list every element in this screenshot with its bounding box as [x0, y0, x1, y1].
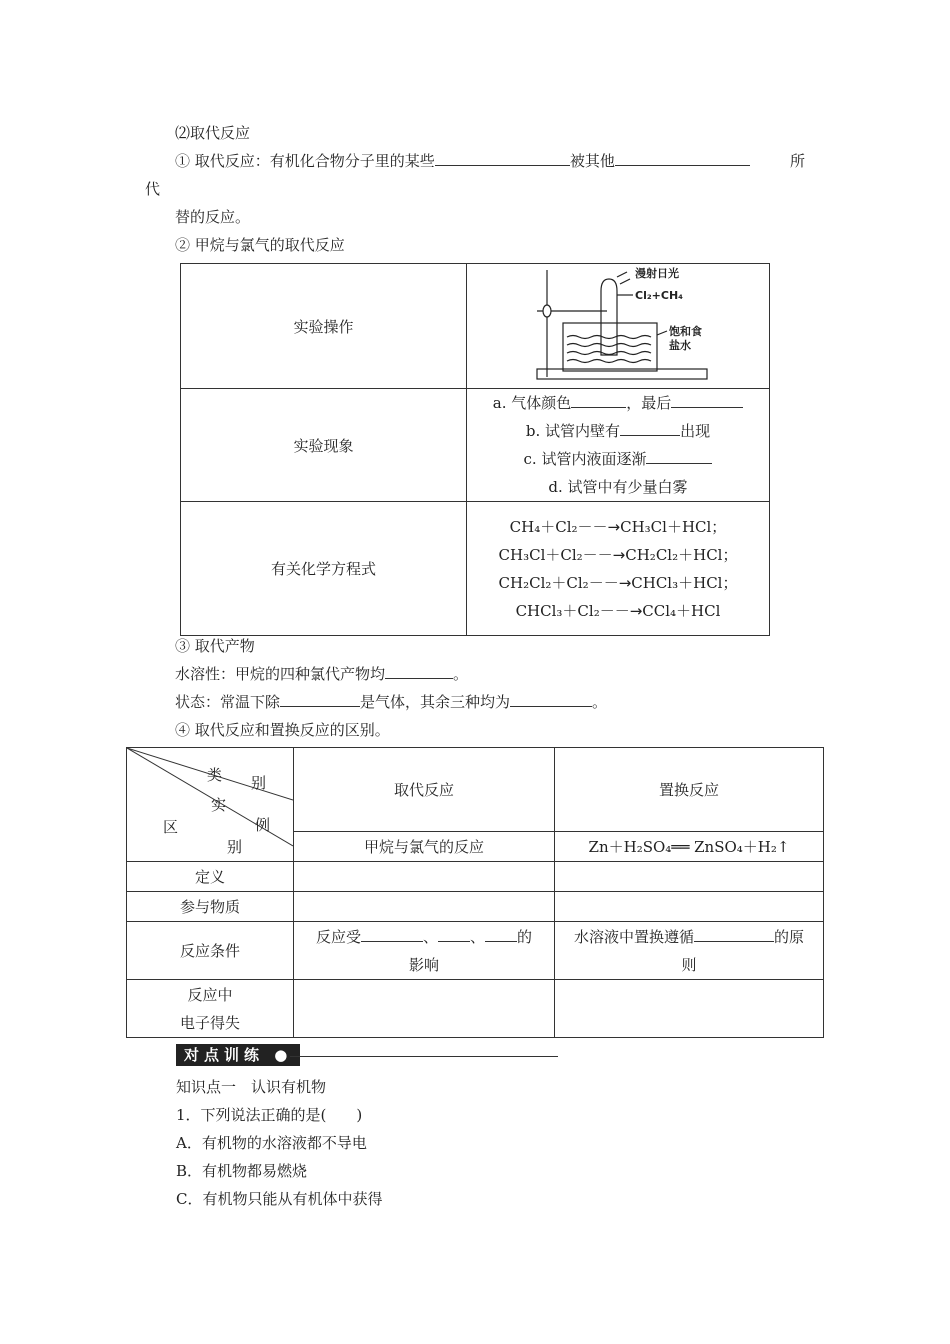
- blank-field[interactable]: [361, 927, 423, 942]
- option-c[interactable]: C．有机物只能从有机体中获得: [176, 1190, 383, 1208]
- corner-bie-2: 别: [227, 838, 243, 856]
- blank-field[interactable]: [571, 393, 626, 408]
- definition-number: ①: [175, 152, 191, 170]
- label-diffuse-light: 漫射日光: [635, 267, 679, 280]
- row-conditions: 反应条件: [127, 922, 294, 980]
- corner-header: [127, 748, 294, 862]
- equation-3: CH₂Cl₂＋Cl₂－－→CHCl₃＋HCl；: [498, 573, 738, 592]
- equation-2: CH₃Cl＋Cl₂－－→CH₂Cl₂＋HCl；: [498, 545, 738, 564]
- blank-field[interactable]: [485, 927, 517, 942]
- blank-field[interactable]: [435, 151, 570, 166]
- definition-part-e: 替的反应。: [175, 208, 251, 226]
- definition-part-d: 代: [145, 180, 161, 198]
- row-electron-transfer: 反应中 电子得失: [127, 980, 294, 1038]
- observation-a: a. 气体颜色 ，最后: [467, 389, 769, 417]
- difference-heading: ④ 取代反应和置换反应的区别。: [175, 721, 390, 739]
- cell-answer[interactable]: [294, 892, 555, 922]
- column-substitution: 取代反应: [294, 748, 555, 832]
- blank-field[interactable]: [385, 664, 453, 679]
- phenomena-cell: [467, 389, 770, 502]
- observation-b: b. 试管内壁有 出现: [525, 422, 711, 440]
- option-b[interactable]: B．有机物都易燃烧: [176, 1162, 308, 1180]
- training-banner: [176, 1044, 300, 1066]
- corner-li: 例: [255, 816, 271, 834]
- corner-lei: 类: [207, 766, 223, 784]
- solubility-line: 水溶性：甲烷的四种氯代产物均 。: [175, 665, 469, 683]
- row-label-operation: 实验操作: [181, 264, 467, 389]
- option-a[interactable]: A．有机物的水溶液都不导电: [176, 1134, 367, 1152]
- row-definition: 定义: [127, 862, 294, 892]
- observation-c: c. 试管内液面逐渐: [467, 445, 769, 473]
- blank-field[interactable]: [694, 927, 774, 942]
- corner-qu: 区: [163, 818, 179, 836]
- example-replacement: Zn＋H₂SO₄══ ZnSO₄＋H₂↑: [555, 832, 824, 862]
- cell-answer[interactable]: [555, 862, 824, 892]
- comparison-table: [126, 747, 824, 1038]
- question-1: 1．下列说法正确的是( ): [176, 1106, 363, 1124]
- knowledge-point: 知识点一 认识有机物: [176, 1078, 327, 1096]
- definition-part-b: 被其他: [569, 152, 615, 170]
- equation-1: CH₄＋Cl₂－－→CH₃Cl＋HCl；: [509, 517, 727, 536]
- cell-answer[interactable]: [555, 892, 824, 922]
- definition-line: [175, 151, 750, 171]
- corner-shi: 实: [211, 796, 227, 814]
- apparatus-diagram: [467, 265, 767, 387]
- label-gas: Cl₂+CH₄: [635, 289, 683, 302]
- blank-field[interactable]: [646, 449, 712, 464]
- apparatus-cell: [467, 264, 770, 389]
- banner-label: 对点训练 ●: [176, 1044, 300, 1066]
- equations-cell: [467, 502, 770, 636]
- cell-answer[interactable]: [555, 980, 824, 1038]
- experiment-table: [180, 263, 770, 636]
- example-substitution: 甲烷与氯气的反应: [294, 832, 555, 862]
- blank-field[interactable]: [620, 421, 680, 436]
- label-brine-1: 饱和食: [669, 325, 702, 338]
- blank-field[interactable]: [438, 927, 470, 942]
- state-line: 状态：常温下除 是气体，其余三种均为 。: [175, 693, 608, 711]
- blank-field[interactable]: [510, 692, 592, 707]
- row-label-equations: 有关化学方程式: [181, 502, 467, 636]
- subheading-methane: ② 甲烷与氯气的取代反应: [175, 236, 345, 254]
- row-label-phenomena: 实验现象: [181, 389, 467, 502]
- definition-part-a: 取代反应：有机化合物分子里的某些: [194, 152, 435, 170]
- conditions-substitution: 反应受 、 、 的 影响: [294, 922, 555, 980]
- definition-part-c: 所: [790, 152, 806, 170]
- column-replacement: 置换反应: [555, 748, 824, 832]
- cell-answer[interactable]: [294, 980, 555, 1038]
- section-heading: ⑵取代反应: [175, 124, 251, 142]
- blank-field[interactable]: [615, 151, 750, 166]
- banner-rule: [290, 1056, 558, 1057]
- row-substances: 参与物质: [127, 892, 294, 922]
- cell-answer[interactable]: [294, 862, 555, 892]
- label-brine-2: 盐水: [669, 339, 691, 352]
- corner-bie-1: 别: [251, 774, 267, 792]
- conditions-replacement: 水溶液中置换遵循 的原 则: [555, 922, 824, 980]
- blank-field[interactable]: [671, 393, 743, 408]
- blank-field[interactable]: [280, 692, 360, 707]
- equation-4: CHCl₃＋Cl₂－－→CCl₄＋HCl: [515, 601, 721, 620]
- observation-d: d. 试管中有少量白雾: [548, 478, 688, 496]
- products-heading: ③ 取代产物: [175, 637, 255, 655]
